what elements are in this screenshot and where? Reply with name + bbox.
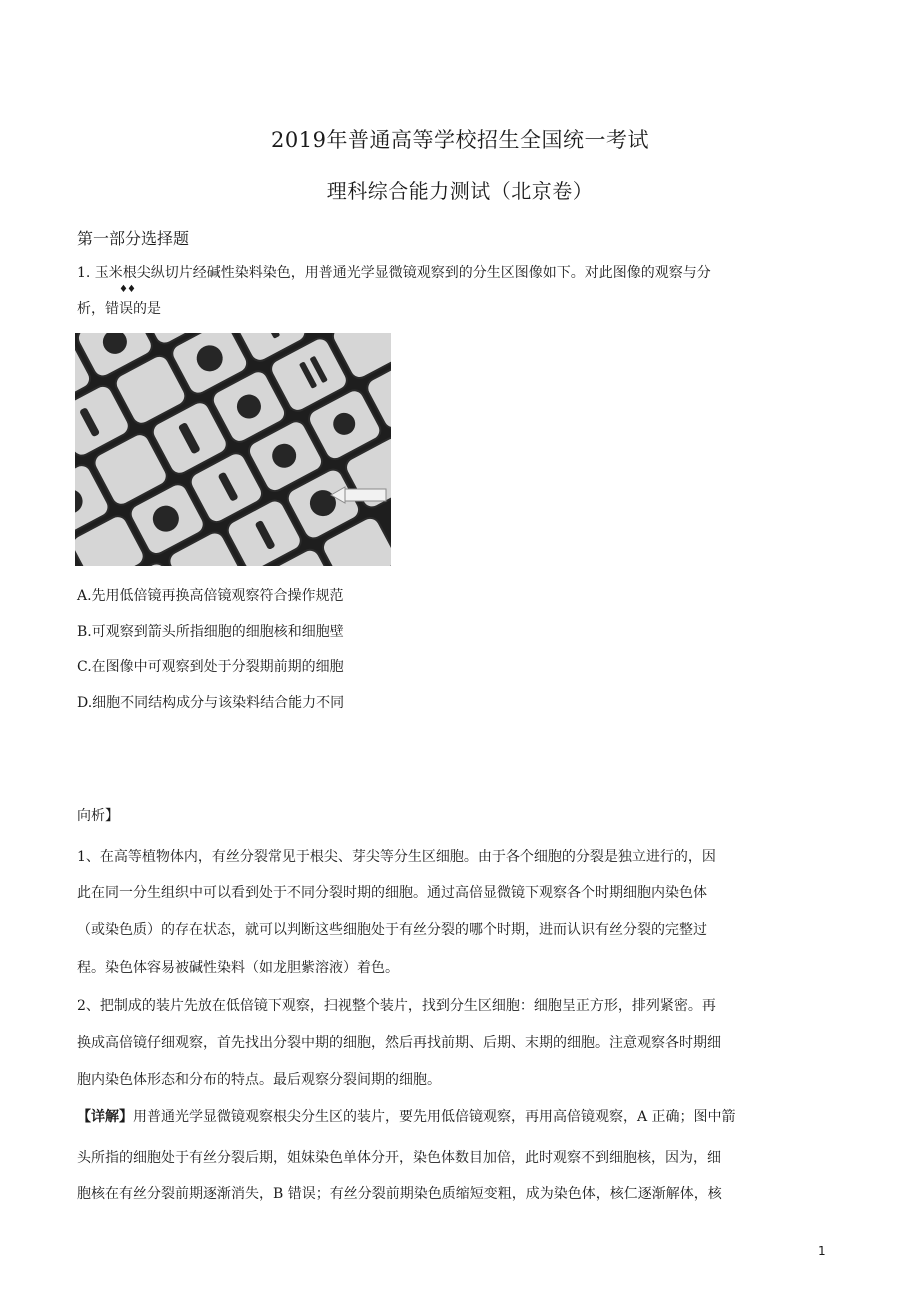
analysis-heading: 向析】 [77,808,119,824]
option-b: B.可观察到箭头所指细胞的细胞核和细胞壁 [77,624,344,640]
detail-label: 【详解】 [77,1109,133,1125]
detail-first-line [77,1106,736,1126]
option-c: C.在图像中可观察到处于分裂期前期的细胞 [77,659,344,675]
option-a: A.先用低倍镜再换高倍镜观察符合操作规范 [77,588,344,604]
detail-line: 头所指的细胞处于有丝分裂后期，姐妹染色单体分开，染色体数目加倍，此时观察不到细胞核，因为，细 [77,1150,721,1166]
micrograph-image [75,333,391,566]
analysis-paragraph-1-line: 此在同一分生组织中可以看到处于不同分裂时期的细胞。通过高倍显微镜下观察各个时期细胞内染色体 [77,885,707,901]
detail-text: 用普通光学显微镜观察根尖分生区的装片，要先用低倍镜观察，再用高倍镜观察，A 正确；图中箭 [133,1109,736,1125]
analysis-paragraph-1-line: （或染色质）的存在状态，就可以判断这些细胞处于有丝分裂的哪个时期，进而认识有丝分裂的完整过 [77,922,707,938]
detail-line: 胞核在有丝分裂前期逐渐消失，B 错误；有丝分裂前期染色质缩短变粗，成为染色体，核仁逐渐解体，核 [77,1186,722,1202]
question-1-stem: 1. 玉米根尖纵切片经碱性染料染色，用普通光学显微镜观察到的分生区图像如下。对此图像的观察与分 [77,265,711,281]
analysis-paragraph-1-line: 程。染色体容易被碱性染料（如龙胆紫溶液）着色。 [77,960,399,976]
analysis-paragraph-1-line: 1、在高等植物体内，有丝分裂常见于根尖、芽尖等分生区细胞。由于各个细胞的分裂是独立进行的，因 [77,849,716,865]
analysis-paragraph-2-line: 2、把制成的装片先放在低倍镜下观察，扫视整个装片，找到分生区细胞：细胞呈正方形，排列紧密。再 [77,998,716,1014]
exam-title: 2019年普通高等学校招生全国统一考试 [271,128,649,152]
option-d: D.细胞不同结构成分与该染料结合能力不同 [77,695,345,711]
analysis-paragraph-2-line: 换成高倍镜仔细观察，首先找出分裂中期的细胞，然后再找前期、后期、末期的细胞。注意观察各时期细 [77,1035,721,1051]
section-title: 第一部分选择题 [77,229,190,248]
question-1-stem-continued: 析，错误的是 [77,301,161,317]
exam-subtitle: 理科综合能力测试（北京卷） [326,179,594,203]
page-number: 1 [818,1244,826,1258]
analysis-paragraph-2-line: 胞内染色体形态和分布的特点。最后观察分裂间期的细胞。 [77,1072,441,1088]
emphasis-mark: ♦♦ [119,284,135,295]
